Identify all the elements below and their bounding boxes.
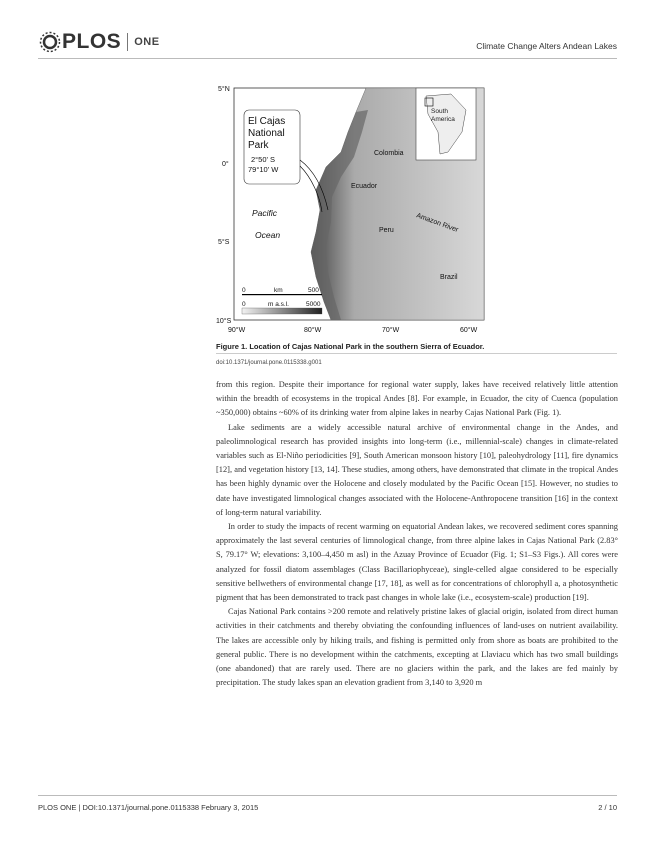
article-body [216,378,618,690]
logo-divider [127,33,128,51]
plos-one-logo[interactable] [38,30,160,54]
plos-logo-icon [38,31,62,53]
park-label-3: Park [248,140,269,151]
lat-tick-0: 0° [222,161,229,168]
logo-one-text: ONE [134,36,160,48]
park-lat: 2°50' S [251,155,276,164]
caption-rule [216,353,617,354]
figure-1-map [216,82,512,338]
paragraph-4: Cajas National Park contains >200 remote and relatively pristine lakes of glacial origin, isolated from direct human activities in their catchments and thereby obviating the confounding influences of land-uses on nutrient availability. The lakes are accessible only by hiking trails, and fishing is permitted only from shore as boats are prohibited to the general public. There is no development within the catchments, excepting at Llaviacu which has two small buildings (one abandoned) that are rarely used. There are no glaciers within the park, and the lakes are fed mainly by precipitation. The study lakes span an elevation gradient from 3,140 to 3,920 m [216,607,618,688]
figure-doi[interactable]: doi:10.1371/journal.pone.0115338.g001 [216,360,322,366]
lon-tick-70w: 70°W [382,327,400,334]
country-colombia: Colombia [374,150,404,157]
lon-tick-60w: 60°W [460,327,478,334]
km-scale-500: 500 [308,287,319,294]
inset-label-2: America [431,116,455,123]
km-scale-unit: km [274,287,283,294]
river-label: Amazon River [415,212,460,234]
running-title: Climate Change Alters Andean Lakes [476,41,617,51]
km-scale-0: 0 [242,287,246,294]
country-brazil: Brazil [440,274,458,281]
park-label-1: El Cajas [248,116,286,127]
inset-label-1: South [431,108,448,115]
figure-caption: Figure 1. Location of Cajas National Park in the southern Sierra of Ecuador. [216,342,485,351]
elev-scale-unit: m a.s.l. [268,301,289,308]
paragraph-2: Lake sediments are a widely accessible natural archive of environmental change in the Andes, and paleolimnological research has provided insights into long-term (i.e., millennial-scale) changes in climate-related variables such as El-Niño periodicities [9], South American monsoon history [10], paleohydrology [11], fire dynamics [12], and vegetation history [13, 14]. These studies, among others, have demonstrated that climate in the tropical Andes has been highly dynamic over the Holocene and closely modulated by the Pacific Ocean [15]. However, no studies to date have investigated limnological changes associated with the Holocene-Anthropocene transition [16] in the context of long-term natural variability. [216,422,618,517]
lat-tick-5n: 5°N [218,86,230,93]
footer-citation: PLOS ONE | DOI:10.1371/journal.pone.0115338 February 3, 2015 [38,803,259,812]
lon-tick-90w: 90°W [228,327,246,334]
country-ecuador: Ecuador [351,183,378,190]
logo-plos-text: PLOS [62,30,122,53]
header-rule [38,58,617,59]
paragraph-3: In order to study the impacts of recent warming on equatorial Andean lakes, we recovered sediment cores spanning approximately the last several centuries of limnological change, from three alpine lakes in Cajas National Park (2.83° S, 79.17° W; elevations: 3,100–4,450 m asl) in the Azuay Province of Ecuador (Fig. 1; S1–S3 Figs.). All cores were analyzed for fossil diatom assemblages (Class Bacillariophyceae), single-celled algae considered to be especially sensitive bellwethers of environmental change [17, 18], as well as for concentrations of chlorophyll a, a photosynthetic pigment that has been demonstrated to track past changes in whole lake (i.e., ecosystem-scale) production [19]. [216,522,618,603]
lat-tick-10s: 10°S [216,318,232,325]
km-scale-bar [242,294,322,295]
park-label-2: National [248,128,285,139]
elev-scale-5000: 5000 [306,301,321,308]
footer-rule [38,795,617,796]
paragraph-1: from this region. Despite their importance for regional water supply, lakes have received relatively little attention within the breadth of ecosystems in the tropical Andes [8]. For example, in Ecuador, the city of Cuenca (population ~350,000) obtains ~60% of its drinking water from alpine lakes in nearby Cajas National Park (Fig. 1). [216,380,618,418]
page-number: 2 / 10 [598,803,617,812]
lon-tick-80w: 80°W [304,327,322,334]
country-peru: Peru [379,227,394,234]
ocean-label-1: Pacific [252,208,278,218]
lat-tick-5s: 5°S [218,239,230,246]
park-lon: 79°10' W [248,165,279,174]
elev-scale-0: 0 [242,301,246,308]
ocean-label-2: Ocean [255,230,281,240]
elevation-scale-bar [242,308,322,314]
